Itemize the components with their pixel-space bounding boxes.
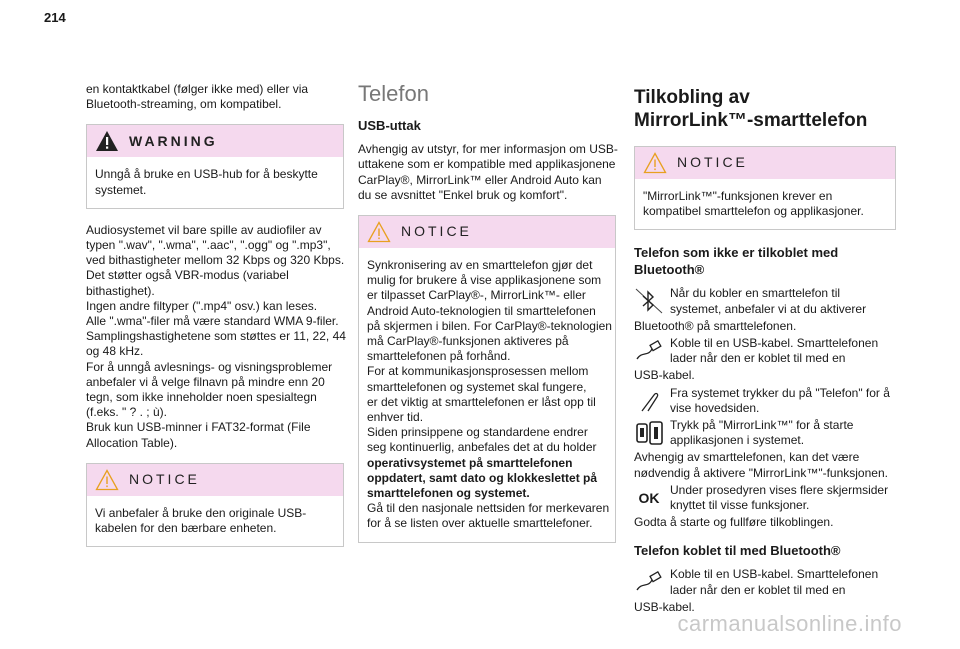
section-title-mirrorlink: Tilkobling av MirrorLink™-smarttelefon: [634, 87, 868, 131]
notice-triangle-icon: [95, 469, 119, 491]
page-number: 214: [44, 10, 66, 25]
bluetooth-icon: [634, 287, 664, 315]
notice-label: NOTICE: [401, 223, 472, 240]
step-bluetooth: Når du kobler en smarttelefon til systemet, anbefaler vi at du aktiverer: [634, 286, 896, 316]
step-usb-cable: Koble til en USB-kabel. Smarttelefonen lader når den er koblet til med en: [634, 336, 896, 366]
column-2: [358, 82, 616, 557]
ok-icon: OK: [638, 489, 660, 506]
notice-box-sync: NOTICE Synkronisering av en smarttelefon gjør det mulig for brukere å vise applikasjonene som er tilpasset CarPlay®-, MirrorLink™- eller Android Auto-teknologien til smarttelefonen på skjermen i bilen. For CarPlay®-teknologien må CarPlay®-funksjonen aktiveres på smarttelefonen på forhånd. For at kommunikasjonsprosessen mellom smarttelefonen og systemet skal fungere, er det viktig at smarttelefonen er låst opp til enhver tid. Siden prinsippene og standardene endrer seg kontinuerlig, anbefales det at du holder operativsystemet på smarttelefonen oppdatert, samt dato og klokkeslettet på smarttelefonen og systemet. Gå til den nasjonale nettsiden for merkevaren for å se listen over aktuelle smarttelefoner.: [358, 215, 616, 543]
step-ok: OK Under prosedyren vises flere skjermsider knyttet til visse funksjoner.: [634, 483, 896, 513]
notice-box-mirrorlink: NOTICE "MirrorLink™"-funksjonen krever en kompatibel smarttelefon og applikasjoner.: [634, 146, 896, 230]
warning-box: WARNING Unngå å bruke en USB-hub for å beskytte systemet.: [86, 124, 344, 208]
notice-triangle-icon: [367, 221, 391, 243]
usb-paragraph: Avhengig av utstyr, for mer informasjon om USB- uttakene som er kompatible med applikasjonene CarPlay®, MirrorLink™ eller Android Auto kan du se avsnittet "Enkel bruk og komfort".: [358, 142, 618, 202]
subheading-usb-uttak: USB-uttak: [358, 118, 421, 134]
usb-cable-icon: [634, 337, 664, 365]
notice-triangle-icon: [643, 152, 667, 174]
heading-connected-bluetooth: Telefon koblet til med Bluetooth®: [634, 543, 841, 559]
heading-not-connected-bluetooth: Telefon som ikke er tilkoblet med Bluetooth®: [634, 245, 839, 278]
column-1: [86, 82, 344, 561]
intro-paragraph: en kontaktkabel (følger ikke med) eller via Bluetooth-streaming, om kompatibel.: [86, 82, 309, 112]
finger-touch-icon: [634, 387, 664, 415]
column-3: Tilkobling av MirrorLink™-smarttelefon NOTICE "MirrorLink™"-funksjonen krever en kompatibel smarttelefon og applikasjoner. Telefon som ikke er tilkoblet med Bluetooth® Når du kobler en smarttelefon til systemet, anbefaler vi at du aktiverer Bluetooth® på smarttelefonen. Koble til en USB-kabel. Smarttelefonen lader når den er koblet til med en USB-kabel. Fra systemet trykker du på "Telefon" for å vise hovedsiden. Trykk på "MirrorLink™" for å starte applikasjonen i systemet. Avhengig av smarttelefonen, kan det være nødvendig å aktivere "MirrorLink™"-funksjonen. OK Under prosedyren vises flere skjermsider knyttet til visse funksjoner. Godta å starte og fullføre tilkoblingen. Telefon koblet til med Bluetooth® Koble til en USB-kabel. Smarttelefonen lader når den er koblet til med en USB-kabel.: [634, 82, 896, 617]
notice-label: NOTICE: [677, 154, 748, 171]
step-usb-cable-2: Koble til en USB-kabel. Smarttelefonen lader når den er koblet til med en: [634, 567, 896, 597]
mirrorlink-icon: [634, 419, 664, 447]
warning-triangle-icon: [95, 130, 119, 152]
step-mirrorlink: Trykk på "MirrorLink™" for å starte applikasjonen i systemet.: [634, 418, 896, 448]
step-telefon: Fra systemet trykker du på "Telefon" for å vise hovedsiden.: [634, 386, 896, 416]
notice-box-usb-cable: NOTICE Vi anbefaler å bruke den originale USB- kabelen for den bærbare enheten.: [86, 463, 344, 547]
usb-cable-icon: [634, 568, 664, 596]
watermark: carmanualsonline.info: [677, 611, 902, 636]
warning-label: WARNING: [129, 132, 218, 149]
section-heading-telefon: Telefon: [358, 81, 429, 106]
notice-label: NOTICE: [129, 471, 200, 488]
audio-formats-paragraph: Audiosystemet vil bare spille av audiofiler av typen ".wav", ".wma", ".aac", ".ogg" og ".mp3", ved bithastigheter mellom 32 Kbps og 320 Kbps. Det støtter også VBR-modus (variabel bithastighet). Ingen andre filtyper (".mp4" osv.) kan leses. Alle ".wma"-filer må være standard WMA 9-filer. Samplingshastighetene som støttes er 11, 22, 44 og 48 kHz. For å unngå avlesnings- og visningsproblemer anbefaler vi å velge filnavn på mindre enn 20 tegn, som ikke inneholder noen spesialtegn (f.eks. " ? . ; ù). Bruk kun USB-minner i FAT32-format (File Allocation Table).: [86, 222, 346, 450]
